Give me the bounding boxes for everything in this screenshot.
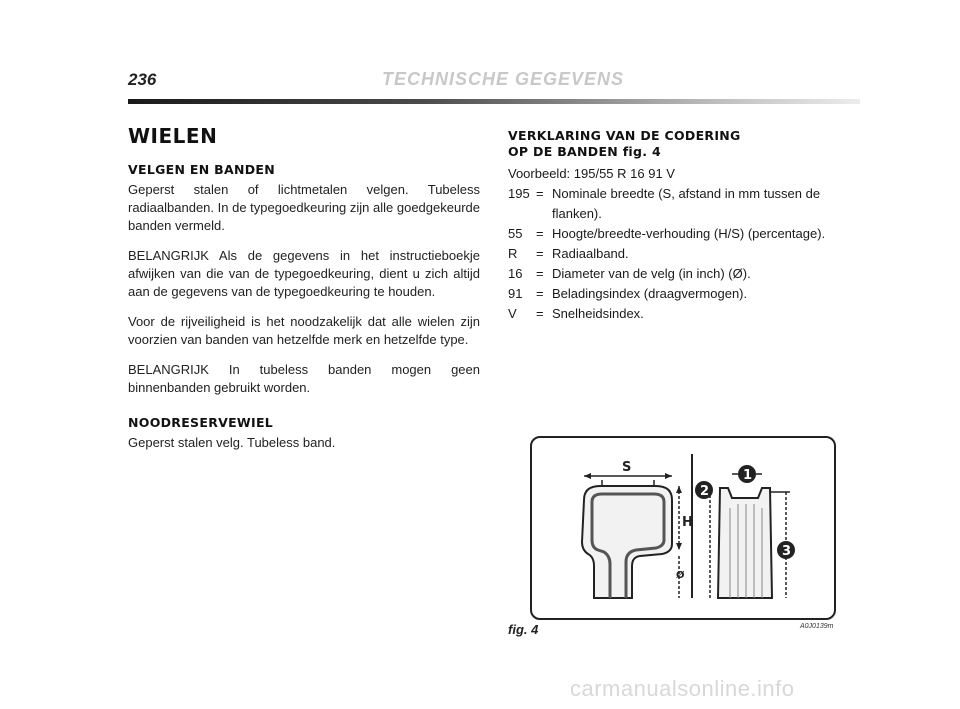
svg-text:2: 2 bbox=[700, 484, 710, 499]
definition-row bbox=[508, 304, 860, 324]
tyre-diagram bbox=[532, 438, 834, 618]
definition-equals: = bbox=[536, 286, 544, 301]
subheading-codering-line2: OP DE BANDEN fig. 4 bbox=[508, 144, 661, 159]
width-arrow-right bbox=[665, 473, 672, 479]
subheading-noodreservewiel: NOODRESERVEWIEL bbox=[128, 415, 274, 430]
height-arrow-top bbox=[676, 486, 682, 493]
label-diameter: Ø bbox=[676, 570, 685, 581]
svg-text:1: 1 bbox=[743, 468, 753, 483]
svg-text:3: 3 bbox=[782, 544, 792, 559]
definition-equals: = bbox=[536, 186, 544, 201]
definition-key: 55 bbox=[508, 226, 523, 241]
width-arrow-left bbox=[584, 473, 591, 479]
definition-value: Hoogte/breedte-verhouding (H/S) (percentage). bbox=[552, 226, 826, 241]
tyre-code-example: Voorbeeld: 195/55 R 16 91 V bbox=[508, 166, 675, 181]
definition-list bbox=[508, 184, 860, 324]
marker-1 bbox=[732, 465, 762, 483]
definition-row bbox=[508, 284, 860, 304]
paragraph-spare-wheel: Geperst stalen velg. Tubeless band. bbox=[128, 435, 336, 450]
header-title: TECHNISCHE GEGEVENS bbox=[382, 69, 625, 89]
watermark: carmanualsonline.info bbox=[570, 676, 795, 701]
height-arrow-bottom bbox=[676, 543, 682, 550]
left-column bbox=[128, 124, 480, 464]
definition-row bbox=[508, 244, 860, 264]
tyre-diagram-figure bbox=[530, 436, 836, 620]
paragraph-1: Geperst stalen of lichtmetalen velgen. Tubeless radiaalbanden. In de typegoedkeuring zijn alle goedgekeurde banden vermeld. bbox=[128, 182, 480, 233]
page-number: 236 bbox=[128, 70, 157, 89]
definition-value: Nominale breedte (S, afstand in mm tussen de flanken). bbox=[552, 186, 821, 221]
definition-row bbox=[508, 184, 860, 224]
paragraph-2: BELANGRIJK Als de gegevens in het instructieboekje afwijken van die van de typegoedkeuring, dient u zich altijd aan de gegevens van de typegoedkeuring te houden. bbox=[128, 248, 480, 299]
label-h: H bbox=[682, 515, 693, 530]
marker-3 bbox=[777, 541, 795, 559]
definition-row bbox=[508, 264, 860, 284]
definition-value: Radiaalband. bbox=[552, 246, 629, 261]
subheading-velgen-en-banden: VELGEN EN BANDEN bbox=[128, 162, 275, 177]
paragraph-3: Voor de rijveiligheid is het noodzakelijk dat alle wielen zijn voorzien van banden van hetzelfde merk en hetzelfde type. bbox=[128, 314, 480, 347]
definition-equals: = bbox=[536, 266, 544, 281]
header-rule bbox=[128, 99, 860, 104]
definition-key: 195 bbox=[508, 186, 530, 201]
paragraph-4: BELANGRIJK In tubeless banden mogen geen binnenbanden gebruikt worden. bbox=[128, 362, 480, 395]
section-heading-wielen: WIELEN bbox=[128, 124, 218, 148]
figure-code: A0J0139m bbox=[800, 623, 834, 630]
definition-value: Beladingsindex (draagvermogen). bbox=[552, 286, 748, 301]
tyre-cross-section bbox=[582, 480, 672, 598]
definition-equals: = bbox=[536, 306, 544, 321]
label-s: S bbox=[622, 460, 632, 475]
subheading-codering-line1: VERKLARING VAN DE CODERING bbox=[508, 128, 741, 143]
definition-value: Snelheidsindex. bbox=[552, 306, 644, 321]
definition-key: 91 bbox=[508, 286, 523, 301]
definition-key: R bbox=[508, 246, 518, 261]
definition-key: V bbox=[508, 306, 517, 321]
right-column bbox=[508, 128, 860, 324]
definition-equals: = bbox=[536, 246, 544, 261]
marker-2 bbox=[695, 481, 713, 499]
definition-row bbox=[508, 224, 860, 244]
tyre-side-view bbox=[710, 488, 790, 598]
definition-equals: = bbox=[536, 226, 544, 241]
figure-caption: fig. 4 bbox=[508, 622, 539, 637]
definition-value: Diameter van de velg (in inch) (Ø). bbox=[552, 266, 751, 281]
definition-key: 16 bbox=[508, 266, 523, 281]
